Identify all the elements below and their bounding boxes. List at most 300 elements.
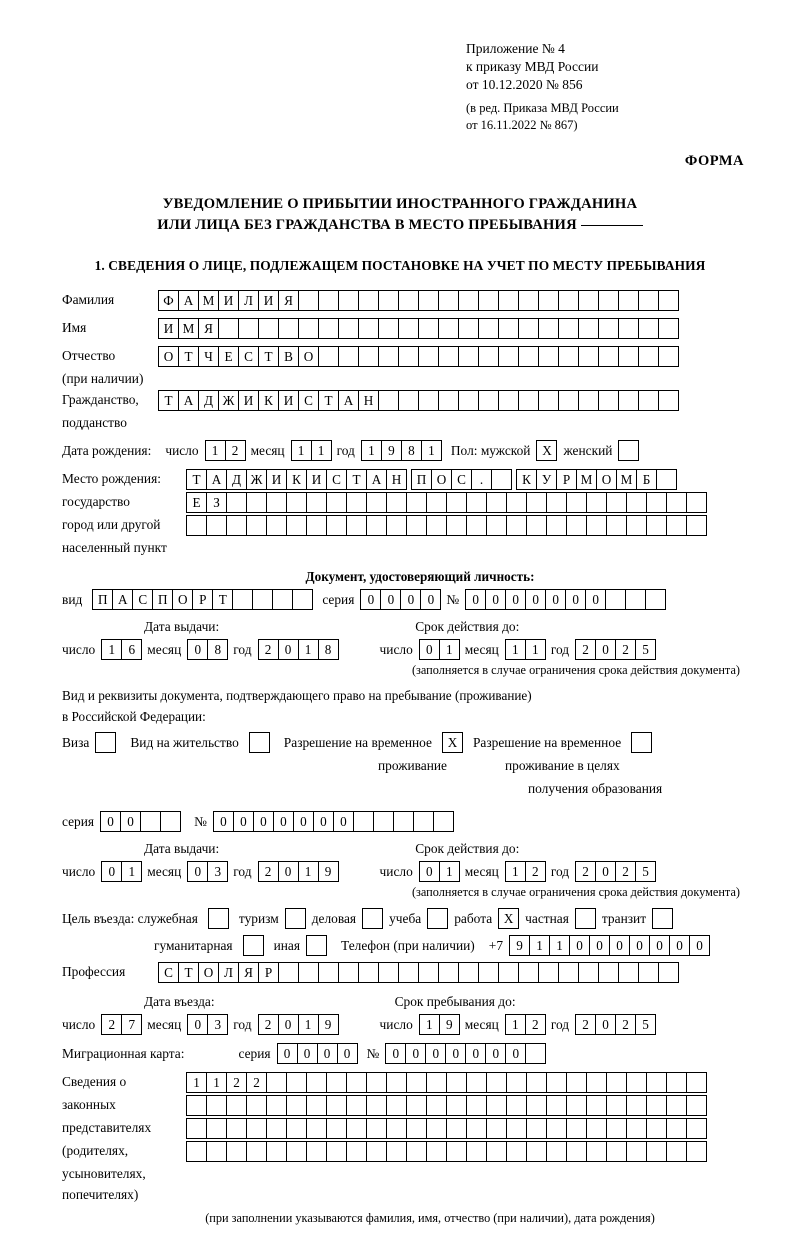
form-cell[interactable]: 8 xyxy=(401,440,422,461)
edu-residence-checkbox[interactable] xyxy=(631,732,652,753)
form-cell[interactable] xyxy=(378,346,399,367)
form-cell[interactable]: 0 xyxy=(525,589,546,610)
form-cell[interactable] xyxy=(546,492,567,513)
form-cell[interactable] xyxy=(526,515,547,536)
form-cell[interactable]: И xyxy=(158,318,179,339)
form-cell[interactable]: 1 xyxy=(186,1072,207,1093)
form-cell[interactable]: 0 xyxy=(100,811,121,832)
form-cell[interactable] xyxy=(286,515,307,536)
form-cell[interactable] xyxy=(446,1118,467,1139)
form-cell[interactable]: Я xyxy=(278,290,299,311)
form-cell[interactable]: С xyxy=(132,589,153,610)
form-cell[interactable] xyxy=(246,1095,267,1116)
form-cell[interactable] xyxy=(186,515,207,536)
form-cell[interactable] xyxy=(666,1141,687,1162)
form-cell[interactable]: 6 xyxy=(121,639,142,660)
form-cell[interactable]: 9 xyxy=(381,440,402,461)
form-cell[interactable]: 0 xyxy=(278,861,299,882)
form-cell[interactable]: Е xyxy=(218,346,239,367)
form-cell[interactable] xyxy=(486,1072,507,1093)
form-cell[interactable]: А xyxy=(366,469,387,490)
form-cell[interactable] xyxy=(406,1118,427,1139)
form-cell[interactable] xyxy=(426,1141,447,1162)
form-cell[interactable]: 8 xyxy=(318,639,339,660)
form-cell[interactable] xyxy=(638,290,659,311)
form-cell[interactable] xyxy=(458,962,479,983)
form-cell[interactable]: И xyxy=(266,469,287,490)
form-cell[interactable] xyxy=(466,492,487,513)
form-cell[interactable]: 0 xyxy=(400,589,421,610)
visa-checkbox[interactable] xyxy=(95,732,116,753)
form-cell[interactable] xyxy=(266,1118,287,1139)
form-cell[interactable] xyxy=(566,1072,587,1093)
form-cell[interactable] xyxy=(338,290,359,311)
form-cell[interactable] xyxy=(498,346,519,367)
form-cell[interactable]: 2 xyxy=(246,1072,267,1093)
form-cell[interactable] xyxy=(366,1118,387,1139)
form-cell[interactable]: Т xyxy=(158,390,179,411)
form-cell[interactable] xyxy=(578,318,599,339)
form-cell[interactable]: 0 xyxy=(505,1043,526,1064)
form-cell[interactable]: Т xyxy=(318,390,339,411)
form-cell[interactable]: 1 xyxy=(298,639,319,660)
form-cell[interactable] xyxy=(646,1118,667,1139)
form-cell[interactable] xyxy=(646,492,667,513)
form-cell[interactable] xyxy=(586,492,607,513)
form-cell[interactable]: П xyxy=(92,589,113,610)
form-cell[interactable]: А xyxy=(206,469,227,490)
form-cell[interactable] xyxy=(346,1141,367,1162)
form-cell[interactable] xyxy=(346,1118,367,1139)
birthplace-line-3-input[interactable] xyxy=(186,515,706,536)
form-cell[interactable] xyxy=(606,1118,627,1139)
form-cell[interactable] xyxy=(626,492,647,513)
form-cell[interactable] xyxy=(458,390,479,411)
form-cell[interactable] xyxy=(318,962,339,983)
form-cell[interactable] xyxy=(458,290,479,311)
form-cell[interactable] xyxy=(266,515,287,536)
form-cell[interactable]: К xyxy=(516,469,537,490)
form-cell[interactable] xyxy=(426,1095,447,1116)
form-cell[interactable] xyxy=(346,1095,367,1116)
form-cell[interactable]: 1 xyxy=(421,440,442,461)
form-cell[interactable] xyxy=(346,492,367,513)
form-cell[interactable] xyxy=(626,1141,647,1162)
identity-number-input[interactable] xyxy=(465,589,665,610)
form-cell[interactable] xyxy=(406,515,427,536)
purpose-checkbox-business[interactable] xyxy=(362,908,383,929)
identity-valid-day-input[interactable] xyxy=(419,639,459,660)
form-cell[interactable] xyxy=(645,589,666,610)
form-cell[interactable]: Т xyxy=(346,469,367,490)
birthplace-line-2-input[interactable] xyxy=(186,492,706,513)
identity-series-input[interactable] xyxy=(360,589,440,610)
form-cell[interactable] xyxy=(526,492,547,513)
form-cell[interactable]: 2 xyxy=(575,1014,596,1035)
form-cell[interactable]: Р xyxy=(192,589,213,610)
form-cell[interactable]: 0 xyxy=(585,589,606,610)
form-cell[interactable]: И xyxy=(218,290,239,311)
form-cell[interactable] xyxy=(458,346,479,367)
form-cell[interactable] xyxy=(140,811,161,832)
form-cell[interactable] xyxy=(598,290,619,311)
form-cell[interactable] xyxy=(646,1095,667,1116)
form-cell[interactable] xyxy=(566,515,587,536)
form-cell[interactable] xyxy=(398,346,419,367)
form-cell[interactable] xyxy=(438,962,459,983)
form-cell[interactable] xyxy=(398,290,419,311)
form-cell[interactable] xyxy=(346,1072,367,1093)
form-cell[interactable] xyxy=(406,1095,427,1116)
form-cell[interactable]: 0 xyxy=(629,935,650,956)
form-cell[interactable]: А xyxy=(178,290,199,311)
form-cell[interactable] xyxy=(232,589,253,610)
form-cell[interactable]: С xyxy=(298,390,319,411)
form-cell[interactable]: 0 xyxy=(669,935,690,956)
form-cell[interactable] xyxy=(606,1141,627,1162)
form-cell[interactable] xyxy=(252,589,273,610)
identity-kind-input[interactable] xyxy=(92,589,312,610)
purpose-checkbox-other[interactable] xyxy=(306,935,327,956)
form-cell[interactable] xyxy=(406,1141,427,1162)
form-cell[interactable] xyxy=(638,346,659,367)
permit-number-input[interactable] xyxy=(213,811,453,832)
form-cell[interactable]: 0 xyxy=(595,1014,616,1035)
form-cell[interactable] xyxy=(226,515,247,536)
form-cell[interactable]: 0 xyxy=(485,1043,506,1064)
form-cell[interactable] xyxy=(386,492,407,513)
form-cell[interactable]: М xyxy=(616,469,637,490)
form-cell[interactable]: 1 xyxy=(505,639,526,660)
form-cell[interactable] xyxy=(318,318,339,339)
entry-day-input[interactable] xyxy=(101,1014,141,1035)
form-cell[interactable] xyxy=(346,515,367,536)
form-cell[interactable] xyxy=(486,1141,507,1162)
form-cell[interactable] xyxy=(618,346,639,367)
form-cell[interactable] xyxy=(338,346,359,367)
form-cell[interactable]: 0 xyxy=(649,935,670,956)
form-cell[interactable] xyxy=(438,346,459,367)
form-cell[interactable]: 1 xyxy=(361,440,382,461)
form-cell[interactable]: И xyxy=(306,469,327,490)
form-cell[interactable]: 1 xyxy=(439,861,460,882)
form-cell[interactable] xyxy=(598,346,619,367)
form-cell[interactable] xyxy=(186,1141,207,1162)
form-cell[interactable] xyxy=(578,290,599,311)
form-cell[interactable] xyxy=(518,390,539,411)
form-cell[interactable] xyxy=(286,1072,307,1093)
form-cell[interactable]: 0 xyxy=(187,1014,208,1035)
form-cell[interactable]: 9 xyxy=(318,1014,339,1035)
form-cell[interactable] xyxy=(526,1141,547,1162)
form-cell[interactable]: 8 xyxy=(207,639,228,660)
form-cell[interactable] xyxy=(218,318,239,339)
representatives-input-2[interactable] xyxy=(186,1095,706,1116)
form-cell[interactable]: Д xyxy=(198,390,219,411)
form-cell[interactable] xyxy=(626,1095,647,1116)
form-cell[interactable] xyxy=(398,318,419,339)
purpose-checkbox-study[interactable] xyxy=(427,908,448,929)
form-cell[interactable]: 2 xyxy=(615,861,636,882)
form-cell[interactable]: 0 xyxy=(360,589,381,610)
form-cell[interactable]: П xyxy=(152,589,173,610)
form-cell[interactable]: Е xyxy=(186,492,207,513)
form-cell[interactable]: 0 xyxy=(233,811,254,832)
form-cell[interactable] xyxy=(438,290,459,311)
migration-card-series-input[interactable] xyxy=(277,1043,357,1064)
form-cell[interactable] xyxy=(658,390,679,411)
form-cell[interactable]: Ч xyxy=(198,346,219,367)
form-cell[interactable] xyxy=(446,1095,467,1116)
permit-valid-year-input[interactable] xyxy=(575,861,655,882)
form-cell[interactable]: 0 xyxy=(465,589,486,610)
form-cell[interactable] xyxy=(326,1118,347,1139)
form-cell[interactable] xyxy=(286,492,307,513)
form-cell[interactable] xyxy=(413,811,434,832)
form-cell[interactable] xyxy=(226,492,247,513)
form-cell[interactable] xyxy=(206,1141,227,1162)
form-cell[interactable]: Н xyxy=(358,390,379,411)
form-cell[interactable] xyxy=(426,1118,447,1139)
form-cell[interactable]: 2 xyxy=(525,1014,546,1035)
form-cell[interactable] xyxy=(618,962,639,983)
form-cell[interactable]: 1 xyxy=(529,935,550,956)
form-cell[interactable] xyxy=(518,318,539,339)
form-cell[interactable]: 0 xyxy=(313,811,334,832)
form-cell[interactable] xyxy=(326,1141,347,1162)
form-cell[interactable] xyxy=(226,1095,247,1116)
form-cell[interactable]: 1 xyxy=(298,861,319,882)
form-cell[interactable]: 0 xyxy=(589,935,610,956)
form-cell[interactable]: М xyxy=(576,469,597,490)
form-cell[interactable]: 2 xyxy=(225,440,246,461)
form-cell[interactable] xyxy=(406,1072,427,1093)
form-cell[interactable]: 0 xyxy=(101,861,122,882)
form-cell[interactable] xyxy=(506,1118,527,1139)
form-cell[interactable]: А xyxy=(178,390,199,411)
form-cell[interactable] xyxy=(266,1141,287,1162)
form-cell[interactable] xyxy=(418,318,439,339)
form-cell[interactable] xyxy=(446,515,467,536)
identity-issue-year-input[interactable] xyxy=(258,639,338,660)
form-cell[interactable] xyxy=(418,290,439,311)
form-cell[interactable]: Р xyxy=(258,962,279,983)
form-cell[interactable] xyxy=(538,390,559,411)
form-cell[interactable]: С xyxy=(326,469,347,490)
form-cell[interactable] xyxy=(638,962,659,983)
permit-valid-month-input[interactable] xyxy=(505,861,545,882)
form-cell[interactable]: Ж xyxy=(218,390,239,411)
form-cell[interactable] xyxy=(338,962,359,983)
form-cell[interactable] xyxy=(386,515,407,536)
form-cell[interactable] xyxy=(566,1118,587,1139)
form-cell[interactable] xyxy=(246,492,267,513)
form-cell[interactable]: 7 xyxy=(121,1014,142,1035)
form-cell[interactable] xyxy=(578,346,599,367)
form-cell[interactable]: 1 xyxy=(298,1014,319,1035)
form-cell[interactable] xyxy=(486,1095,507,1116)
form-cell[interactable] xyxy=(586,1118,607,1139)
form-cell[interactable] xyxy=(366,492,387,513)
form-cell[interactable] xyxy=(353,811,374,832)
form-cell[interactable]: С xyxy=(451,469,472,490)
form-cell[interactable] xyxy=(526,1072,547,1093)
form-cell[interactable]: О xyxy=(298,346,319,367)
form-cell[interactable] xyxy=(566,492,587,513)
stay-month-input[interactable] xyxy=(505,1014,545,1035)
form-cell[interactable] xyxy=(538,290,559,311)
form-cell[interactable]: 2 xyxy=(258,861,279,882)
purpose-checkbox-tourism[interactable] xyxy=(285,908,306,929)
form-cell[interactable] xyxy=(418,390,439,411)
form-cell[interactable] xyxy=(326,1095,347,1116)
form-cell[interactable]: Л xyxy=(238,290,259,311)
form-cell[interactable]: 0 xyxy=(609,935,630,956)
form-cell[interactable]: 0 xyxy=(277,1043,298,1064)
form-cell[interactable] xyxy=(446,1141,467,1162)
purpose-checkbox-transit[interactable] xyxy=(652,908,673,929)
form-cell[interactable]: В xyxy=(278,346,299,367)
form-cell[interactable] xyxy=(546,1095,567,1116)
form-cell[interactable]: Т xyxy=(178,346,199,367)
patronymic-input[interactable] xyxy=(158,346,678,367)
permit-issue-year-input[interactable] xyxy=(258,861,338,882)
form-cell[interactable]: 0 xyxy=(278,639,299,660)
form-cell[interactable] xyxy=(658,290,679,311)
form-cell[interactable] xyxy=(625,589,646,610)
form-cell[interactable]: 2 xyxy=(226,1072,247,1093)
form-cell[interactable] xyxy=(646,515,667,536)
form-cell[interactable]: Л xyxy=(218,962,239,983)
representatives-input-1[interactable] xyxy=(186,1072,706,1093)
form-cell[interactable] xyxy=(605,589,626,610)
form-cell[interactable] xyxy=(258,318,279,339)
form-cell[interactable]: 2 xyxy=(258,639,279,660)
form-cell[interactable] xyxy=(666,1095,687,1116)
purpose-checkbox-service[interactable] xyxy=(208,908,229,929)
form-cell[interactable] xyxy=(466,1095,487,1116)
purpose-checkbox-humanitarian[interactable] xyxy=(243,935,264,956)
form-cell[interactable] xyxy=(266,1072,287,1093)
form-cell[interactable]: 0 xyxy=(333,811,354,832)
form-cell[interactable] xyxy=(318,290,339,311)
form-cell[interactable]: М xyxy=(198,290,219,311)
form-cell[interactable] xyxy=(558,318,579,339)
form-cell[interactable]: 0 xyxy=(485,589,506,610)
entry-year-input[interactable] xyxy=(258,1014,338,1035)
form-cell[interactable] xyxy=(666,1072,687,1093)
form-cell[interactable]: 0 xyxy=(120,811,141,832)
form-cell[interactable]: 1 xyxy=(505,1014,526,1035)
form-cell[interactable] xyxy=(506,1095,527,1116)
form-cell[interactable] xyxy=(386,1118,407,1139)
form-cell[interactable] xyxy=(378,290,399,311)
form-cell[interactable] xyxy=(286,1095,307,1116)
form-cell[interactable] xyxy=(506,515,527,536)
form-cell[interactable] xyxy=(606,515,627,536)
form-cell[interactable] xyxy=(246,515,267,536)
form-cell[interactable]: С xyxy=(238,346,259,367)
form-cell[interactable] xyxy=(418,346,439,367)
form-cell[interactable] xyxy=(686,1141,707,1162)
form-cell[interactable] xyxy=(246,1118,267,1139)
form-cell[interactable] xyxy=(558,346,579,367)
form-cell[interactable]: 1 xyxy=(121,861,142,882)
form-cell[interactable] xyxy=(406,492,427,513)
form-cell[interactable]: 0 xyxy=(337,1043,358,1064)
form-cell[interactable]: И xyxy=(238,390,259,411)
form-cell[interactable]: 5 xyxy=(635,639,656,660)
form-cell[interactable] xyxy=(686,515,707,536)
form-cell[interactable] xyxy=(538,318,559,339)
form-cell[interactable]: 0 xyxy=(505,589,526,610)
citizenship-input[interactable] xyxy=(158,390,678,411)
form-cell[interactable]: 5 xyxy=(635,1014,656,1035)
form-cell[interactable] xyxy=(606,492,627,513)
form-cell[interactable] xyxy=(326,1072,347,1093)
form-cell[interactable] xyxy=(458,318,479,339)
form-cell[interactable] xyxy=(498,290,519,311)
birthplace-city-input[interactable] xyxy=(411,469,511,490)
form-cell[interactable] xyxy=(546,1072,567,1093)
form-cell[interactable] xyxy=(398,962,419,983)
name-input[interactable] xyxy=(158,318,678,339)
form-cell[interactable] xyxy=(558,290,579,311)
form-cell[interactable] xyxy=(378,962,399,983)
form-cell[interactable]: 0 xyxy=(293,811,314,832)
form-cell[interactable] xyxy=(666,492,687,513)
birthplace-tail-input[interactable] xyxy=(516,469,676,490)
stay-day-input[interactable] xyxy=(419,1014,459,1035)
form-cell[interactable]: Я xyxy=(198,318,219,339)
form-cell[interactable] xyxy=(466,1141,487,1162)
form-cell[interactable] xyxy=(478,290,499,311)
form-cell[interactable] xyxy=(278,318,299,339)
form-cell[interactable] xyxy=(586,515,607,536)
form-cell[interactable]: О xyxy=(431,469,452,490)
form-cell[interactable]: 1 xyxy=(549,935,570,956)
form-cell[interactable]: 0 xyxy=(425,1043,446,1064)
form-cell[interactable]: Н xyxy=(386,469,407,490)
form-cell[interactable] xyxy=(298,290,319,311)
form-cell[interactable]: Ж xyxy=(246,469,267,490)
form-cell[interactable]: 0 xyxy=(385,1043,406,1064)
form-cell[interactable] xyxy=(546,515,567,536)
form-cell[interactable]: 0 xyxy=(187,861,208,882)
form-cell[interactable] xyxy=(598,318,619,339)
form-cell[interactable]: Я xyxy=(238,962,259,983)
form-cell[interactable] xyxy=(526,1095,547,1116)
identity-issue-day-input[interactable] xyxy=(101,639,141,660)
form-cell[interactable] xyxy=(386,1141,407,1162)
form-cell[interactable]: 1 xyxy=(505,861,526,882)
representatives-input-3[interactable] xyxy=(186,1118,706,1139)
form-cell[interactable]: И xyxy=(258,290,279,311)
form-cell[interactable] xyxy=(598,390,619,411)
form-cell[interactable] xyxy=(338,318,359,339)
birthplace-state-input[interactable] xyxy=(186,469,406,490)
form-cell[interactable]: . xyxy=(471,469,492,490)
form-cell[interactable]: 0 xyxy=(419,861,440,882)
form-cell[interactable] xyxy=(266,1095,287,1116)
permit-issue-day-input[interactable] xyxy=(101,861,141,882)
birth-year-input[interactable] xyxy=(361,440,441,461)
form-cell[interactable] xyxy=(518,962,539,983)
form-cell[interactable] xyxy=(426,1072,447,1093)
form-cell[interactable]: 0 xyxy=(420,589,441,610)
form-cell[interactable] xyxy=(286,1118,307,1139)
form-cell[interactable]: 0 xyxy=(380,589,401,610)
